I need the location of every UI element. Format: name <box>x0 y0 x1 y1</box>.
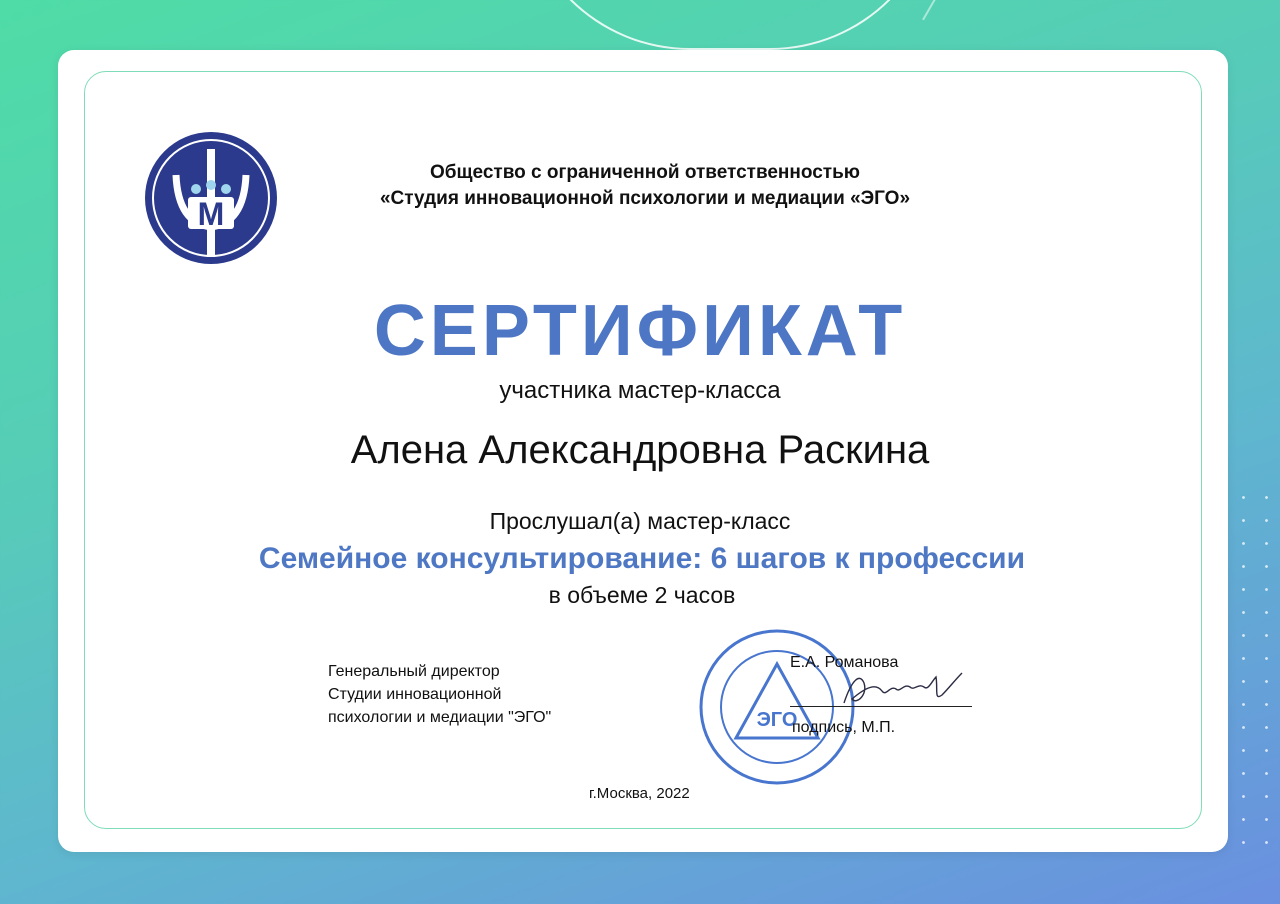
logo-monogram: M <box>197 196 225 232</box>
organization-line-2: «Студия инновационной психологии и медиации «ЭГО» <box>379 188 911 209</box>
signer-name: Е.А. Романова <box>790 654 899 671</box>
background-dot-pattern <box>1232 486 1278 846</box>
background-arc <box>520 0 940 50</box>
organization-name <box>300 160 990 212</box>
handwritten-signature <box>838 665 968 710</box>
signature-line <box>790 706 972 707</box>
certificate-subtitle: участника мастер-класса <box>499 377 781 404</box>
attended-text: Прослушал(а) мастер-класс <box>489 508 791 534</box>
logo-figure-center <box>206 180 216 190</box>
course-title: Семейное консультирование: 6 шагов к профессии <box>258 542 1026 575</box>
company-stamp <box>696 620 858 790</box>
organization-line-1: Общество с ограниченной ответственностью <box>429 162 861 183</box>
course-hours: в объеме 2 часов <box>548 582 736 608</box>
logo-figure-right <box>221 184 231 194</box>
logo-figure-left <box>191 184 201 194</box>
director-title <box>328 660 551 729</box>
city-year: г.Москва, 2022 <box>589 785 690 802</box>
director-line-1: Генеральный директор <box>328 663 500 680</box>
stamp-center-text: ЭГО <box>756 709 798 731</box>
director-line-3: психологии и медиации "ЭГО" <box>328 709 552 726</box>
organization-logo <box>118 105 304 291</box>
signature-label: подпись, М.П. <box>792 719 896 736</box>
certificate-title: СЕРТИФИКАТ <box>373 291 907 371</box>
recipient-name: Алена Александровна Раскина <box>350 428 930 472</box>
background-accent-line <box>896 0 936 20</box>
director-line-2: Студии инновационной <box>328 686 502 703</box>
